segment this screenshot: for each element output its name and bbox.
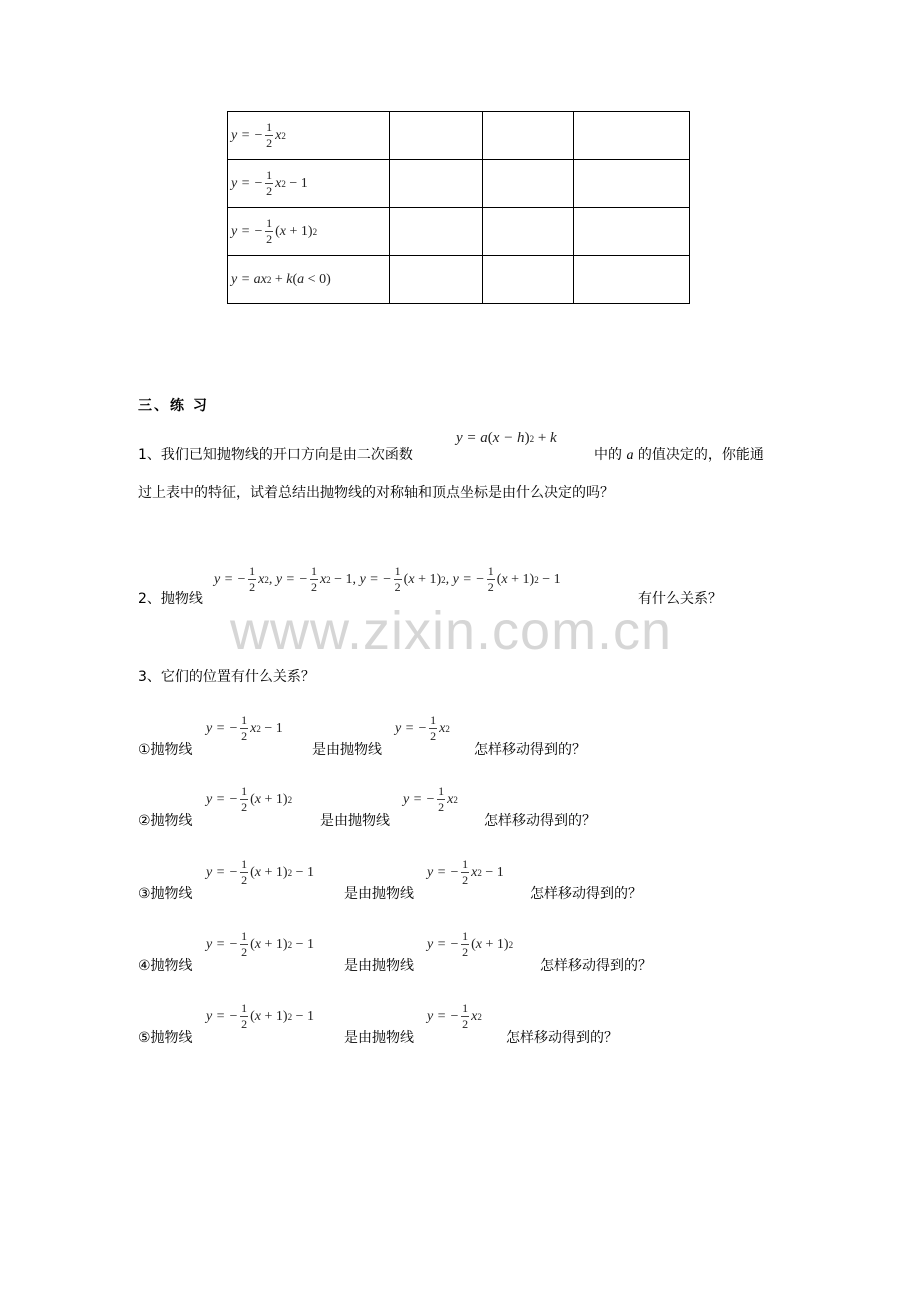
table-cell — [483, 208, 574, 256]
q3-item-tail: 怎样移动得到的？ — [506, 1030, 618, 1046]
q3-item-tail: 怎样移动得到的？ — [474, 742, 586, 758]
table-cell — [390, 160, 483, 208]
q3-item-source-formula: y = − $\frac{1}{2}$ x 2 — [403, 784, 458, 814]
q3-item-mid: 是由抛物线 — [312, 742, 382, 758]
table-cell — [574, 112, 690, 160]
watermark: www.zixin.com.cn — [230, 601, 673, 661]
q1-line2: 过上表中的特征，试着总结出抛物线的对称轴和顶点坐标是由什么决定的吗？ — [138, 485, 614, 501]
q3-item-source-formula: y = − $\frac{1}{2}$ ( x + 1) 2 — [427, 929, 514, 959]
q2-prefix: 2、抛物线 — [138, 591, 203, 607]
q3-item-tail: 怎样移动得到的？ — [540, 958, 652, 974]
q3-item-formula: y = − $\frac{1}{2}$ ( x + 1) 2 − 1 — [206, 1001, 314, 1031]
q3-item-mid: 是由抛物线 — [344, 958, 414, 974]
q3-item-source-formula: y = − $\frac{1}{2}$ x 2 — [427, 1001, 482, 1031]
q2-formula-list: y = − $\frac{1}{2}$ x 2 , y = − $\frac{1}{2}$ x 2 − 1, y = − $\frac{1}{2}$ ( x + 1) 2 , y = − $\frac{1}{2}$ ( x + 1) 2 − 1 — [214, 564, 561, 594]
q1-prefix: 1、我们已知抛物线的开口方向是由二次函数 — [138, 447, 413, 463]
q1-suffix: 中的 a 的值决定的，你能通 — [594, 447, 764, 463]
q3-item-label: ①抛物线 — [138, 742, 193, 758]
q3-item-tail: 怎样移动得到的？ — [484, 813, 596, 829]
table-cell — [574, 208, 690, 256]
q3-item-source-formula: y = − $\frac{1}{2}$ x 2 − 1 — [427, 857, 504, 887]
table-row — [228, 256, 690, 304]
table-cell — [574, 256, 690, 304]
q3-item-source-formula: y = − $\frac{1}{2}$ x 2 — [395, 713, 450, 743]
table-cell — [483, 112, 574, 160]
section-heading: 三、练 习 — [138, 398, 209, 414]
table-cell-formula: y = ax 2 + k ( a < 0) — [228, 256, 390, 304]
table-row — [228, 208, 690, 256]
table-cell — [390, 256, 483, 304]
table-cell-formula: y = − $\frac{1}{2}$ x 2 − 1 — [228, 160, 390, 208]
q3-item-mid: 是由抛物线 — [320, 813, 390, 829]
table-cell-formula: y = − $\frac{1}{2}$ x 2 — [228, 112, 390, 160]
q2-suffix: 有什么关系？ — [638, 591, 722, 607]
q3-title: 3、它们的位置有什么关系？ — [138, 669, 315, 685]
q3-item-tail: 怎样移动得到的？ — [530, 886, 642, 902]
q3-item-formula: y = − $\frac{1}{2}$ ( x + 1) 2 − 1 — [206, 929, 314, 959]
table-cell — [390, 208, 483, 256]
table-row — [228, 112, 690, 160]
q3-item-label: ⑤抛物线 — [138, 1030, 193, 1046]
table-cell — [390, 112, 483, 160]
table-cell — [574, 160, 690, 208]
function-table — [227, 111, 690, 304]
q3-item-label: ②抛物线 — [138, 813, 193, 829]
table-cell — [483, 256, 574, 304]
q3-item-formula: y = − $\frac{1}{2}$ x 2 − 1 — [206, 713, 283, 743]
table-cell-formula: y = − $\frac{1}{2}$ ( x + 1) 2 — [228, 208, 390, 256]
q3-item-mid: 是由抛物线 — [344, 1030, 414, 1046]
table-row — [228, 160, 690, 208]
q3-item-label: ③抛物线 — [138, 886, 193, 902]
q3-item-label: ④抛物线 — [138, 958, 193, 974]
q3-item-formula: y = − $\frac{1}{2}$ ( x + 1) 2 — [206, 784, 293, 814]
q3-item-formula: y = − $\frac{1}{2}$ ( x + 1) 2 − 1 — [206, 857, 314, 887]
q1-formula: y = a ( x − h ) 2 + k — [456, 430, 557, 446]
table-cell — [483, 160, 574, 208]
q3-item-mid: 是由抛物线 — [344, 886, 414, 902]
